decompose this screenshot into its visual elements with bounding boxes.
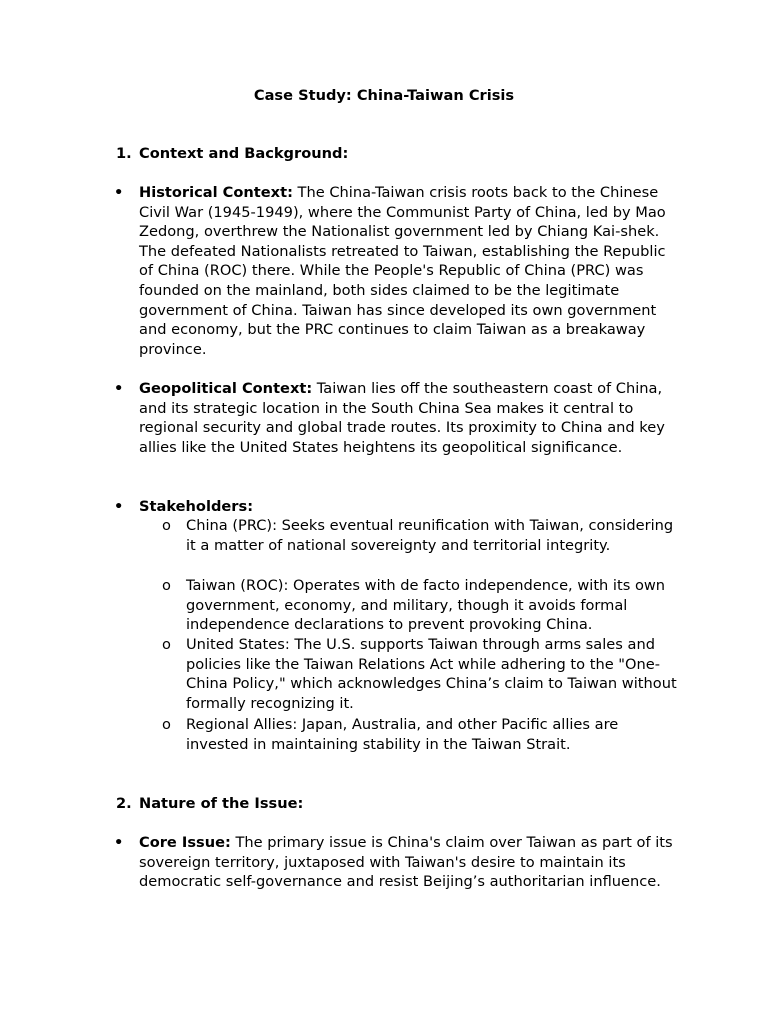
bullet-historical-context xyxy=(114,183,684,359)
subitem-regional-allies xyxy=(162,715,684,754)
bullet-text: The China-Taiwan crisis roots back to the Chinese Civil War (1945-1949), where the Communist Party of China, led by Mao Zedong, overthrew the Nationalist government led by Chiang Kai-shek. The defeated Nationalists retreated to Taiwan, establishing the Republic of China (ROC) there. While the People's Republic of China (PRC) was founded on the mainland, both sides claimed to be the legitimate government of China. Taiwan has since developed its own government and economy, but the PRC continues to claim Taiwan as a breakaway province. xyxy=(139,184,666,358)
subitem-marker: o xyxy=(162,636,171,653)
section-heading-nature xyxy=(116,794,303,814)
subitem-taiwan xyxy=(162,576,684,635)
bullet-text: The primary issue is China's claim over Taiwan as part of its sovereign territory, juxtaposed with Taiwan's desire to maintain its democratic self-governance and resist Beijing’s authoritarian influence. xyxy=(139,834,673,891)
subitem-text: China (PRC): Seeks eventual reunification with Taiwan, considering it a matter of national sovereignty and territorial integrity. xyxy=(186,517,674,554)
bullet-stakeholders xyxy=(114,497,684,517)
subitem-text: Regional Allies: Japan, Australia, and other Pacific allies are invested in maintaining stability in the Taiwan Strait. xyxy=(186,716,619,753)
bullet-core-issue xyxy=(114,833,684,892)
bullet-marker: • xyxy=(114,498,124,515)
bullet-label: Geopolitical Context: xyxy=(139,380,313,397)
subitem-marker: o xyxy=(162,577,171,594)
bullet-label: Historical Context: xyxy=(139,184,293,201)
document-title: Case Study: China-Taiwan Crisis xyxy=(253,87,515,104)
bullet-text: Taiwan lies off the southeastern coast of China, and its strategic location in the South China Sea makes it central to regional security and global trade routes. Its proximity to China and key allies like the United States heightens its geopolitical significance. xyxy=(139,380,665,456)
section-heading-text: Context and Background: xyxy=(139,145,349,162)
section-heading-context xyxy=(116,144,348,164)
subitem-marker: o xyxy=(162,517,171,534)
bullet-label: Core Issue: xyxy=(139,834,231,851)
subitem-china xyxy=(162,516,684,555)
bullet-marker: • xyxy=(114,834,124,851)
subitem-text: United States: The U.S. supports Taiwan through arms sales and policies like the Taiwan Relations Act while adhering to the "One-China Policy," which acknowledges China’s claim to Taiwan without formally recognizing it. xyxy=(186,636,677,712)
bullet-label: Stakeholders: xyxy=(139,498,254,515)
subitem-text: Taiwan (ROC): Operates with de facto independence, with its own government, economy, and military, though it avoids formal independence declarations to prevent provoking China. xyxy=(186,577,666,634)
bullet-geopolitical-context xyxy=(114,379,684,457)
section-number: 2. xyxy=(116,795,132,812)
section-number: 1. xyxy=(116,145,132,162)
subitem-united-states xyxy=(162,635,684,713)
bullet-marker: • xyxy=(114,380,124,397)
bullet-marker: • xyxy=(114,184,124,201)
section-heading-text: Nature of the Issue: xyxy=(139,795,304,812)
subitem-marker: o xyxy=(162,716,171,733)
